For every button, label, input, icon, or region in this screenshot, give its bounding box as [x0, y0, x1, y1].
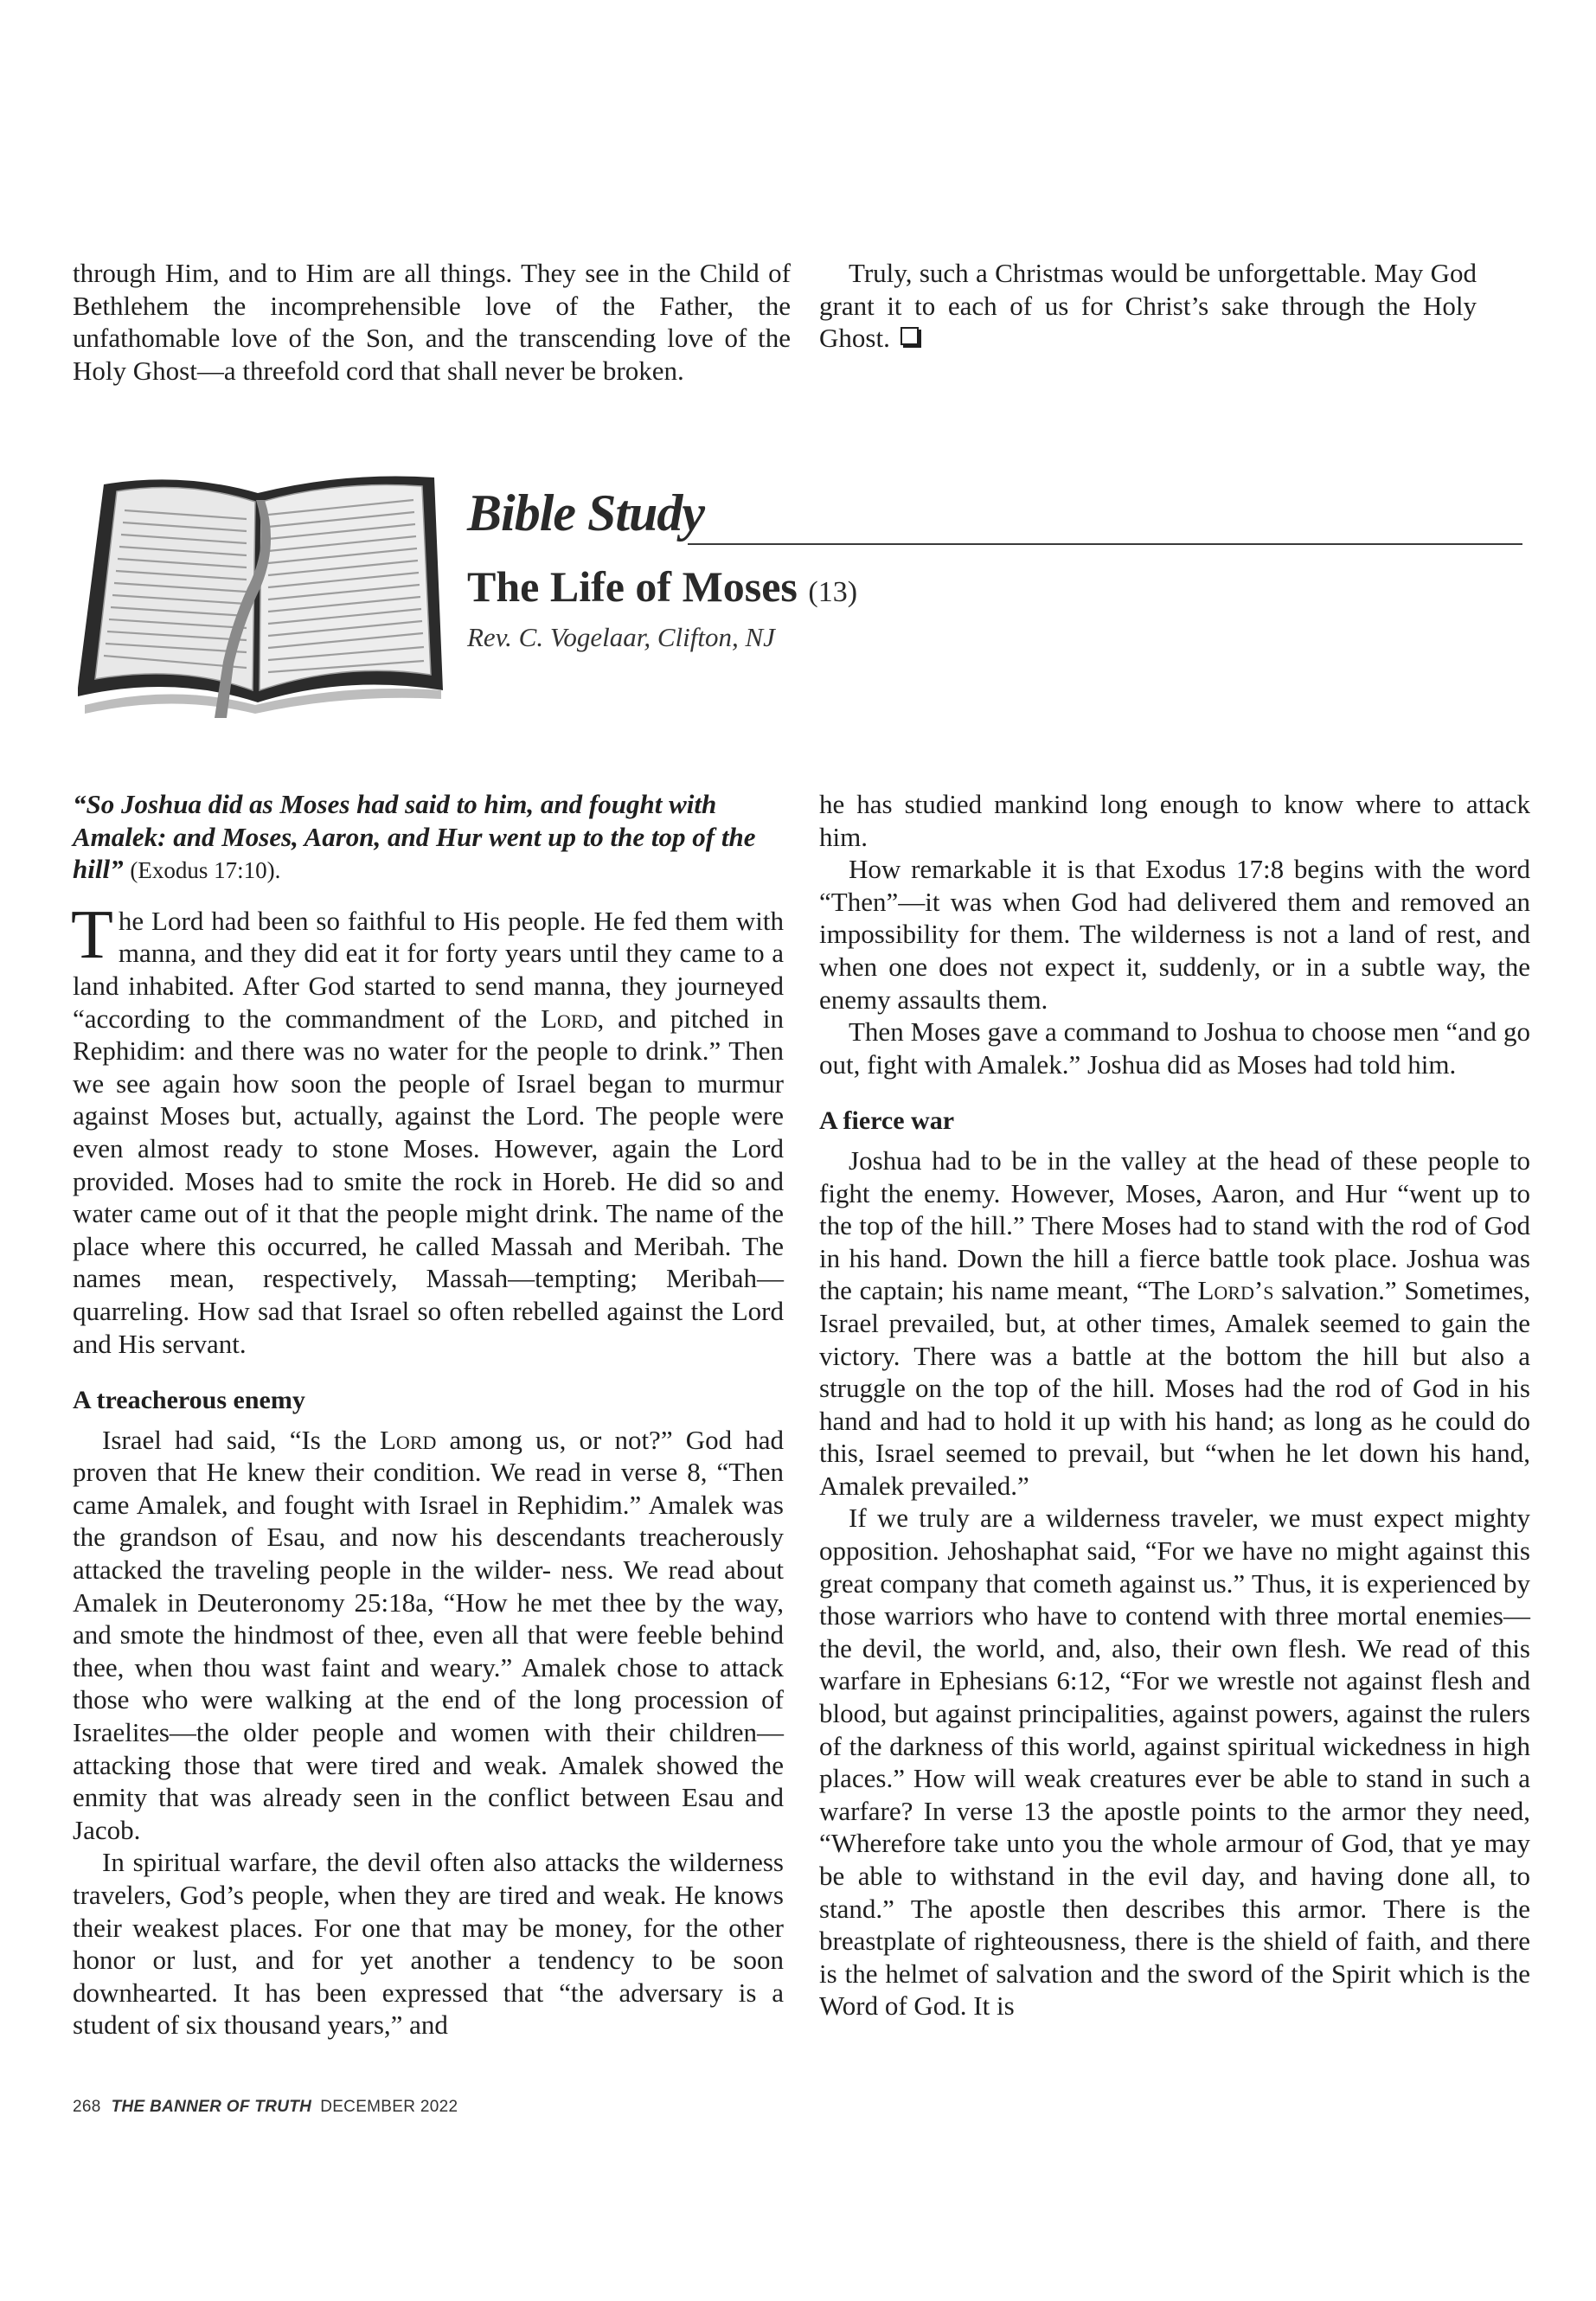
continued-text-left — [73, 257, 791, 387]
continued-text-right — [819, 257, 1477, 355]
paragraph-text: he Lord had been so faithful to His people. He fed them with manna, and they did eat it for forty years until they came to a land inhabited. After God started to send manna, they journeyed “according to the commandment of the — [73, 905, 784, 1034]
paragraph — [71, 896, 784, 1360]
paragraph-text: , and pitched in Rephidim: and there was no water for the people to drink.” Then we see again how soon the people of Israel began to murmur against Moses but, actually, against the Lord. The people were even almost ready to stone Moses. However, again the Lord provided. Moses had to smite the rock in Horeb. He did so and water came out of it that the people might drink. The name of the place where this occurred, he called Massah and Meribah. The names mean, respectively, Massah—tempting; Meribah—quarreling. How sad that Israel so often rebelled against the Lord and His servant. — [73, 1003, 784, 1359]
paragraph — [819, 1144, 1530, 1503]
small-caps-lord: Lord — [380, 1424, 437, 1455]
epigraph — [73, 788, 784, 888]
small-caps-lord: Lord — [541, 1003, 598, 1034]
open-bible-image — [69, 467, 450, 727]
title-rule — [688, 543, 1522, 545]
subheading-fierce-war: A fierce war — [819, 1106, 955, 1136]
paragraph: through Him, and to Him are all things. They see in the Child of Bethlehem the incomprehensible love of the Father, the unfathomable love of the Son, and the transcending love of the Holy Ghost—a threefold cord that shall never be broken. — [73, 258, 791, 386]
paragraph-text: salvation.” Sometimes, Israel prevailed, but, at other times, Amalek seemed to gain the victory. There was a battle at the bottom the hill but also a struggle on the top of the hill. Moses had the rod of God in his hand and had to hold it up with his hand; as long as he could do this, Israel seemed to prevail, but “when he let down his hand, Amalek prevailed.” — [819, 1275, 1530, 1501]
paragraph — [73, 1424, 784, 1847]
paragraph — [819, 257, 1477, 355]
closing-paragraph-text: Truly, such a Christmas would be unforgettable. May God grant it to each of us for Christ’s sake through the Holy Ghost. — [819, 258, 1477, 354]
paragraph-text: Israel had said, “Is the — [102, 1424, 380, 1455]
article-column-left — [73, 788, 784, 2041]
subheading-treacherous-enemy: A treacherous enemy — [73, 1386, 305, 1415]
paragraph: How remarkable it is that Exodus 17:8 begins with the word “Then”—it was when God had delivered them and removed an impossibility for them. The wilderness is not a land of rest, and when one does not expect it, suddenly, or in a subtle way, the enemy assaults them. — [819, 854, 1530, 1015]
page-number: 268 — [73, 2098, 101, 2116]
paragraph: In spiritual warfare, the devil often also attacks the wilderness travelers, God’s people, when they are tired and weak. He knows their weakest places. For one that may be money, for the other honor or lust, and for yet another a tendency to be soon downhearted. It has been expressed that “the adversary is a student of six thousand years,” and — [73, 1847, 784, 2041]
author-byline: Rev. C. Vogelaar, Clifton, NJ — [467, 622, 775, 652]
article-header — [467, 483, 1527, 653]
issue-number: (13) — [808, 576, 858, 608]
article-title — [467, 561, 1527, 619]
publication-name: THE BANNER OF TRUTH — [111, 2098, 312, 2116]
small-caps-lord: Lord’s — [1197, 1275, 1274, 1306]
paragraph-text: among us, or not?” God had proven that He knew their condition. We read in verse 8, “Then came Amalek, and fought with Israel in Rephidim.” Amalek was the grandson of Esau, and now his descendants treacherously attacked the traveling people in the wilder- ness. We read about Amalek in Deuteronomy 25:18a, “How he met thee by the way, and smote the hindmost of thee, even all that were feeble behind thee, when thou wast faint and weary.” Amalek chose to attack those who were walking at the end of the long procession of Israelites—the older people and women with their children—attacking those that were tired and weak. Amalek showed the enmity that was already seen in the conflict between Esau and Jacob. — [73, 1424, 784, 1845]
paragraph: he has studied mankind long enough to know where to attack him. — [819, 789, 1530, 852]
paragraph: Then Moses gave a command to Joshua to choose men “and go out, fight with Amalek.” Joshua did as Moses had told him. — [819, 1016, 1530, 1080]
article-column-right — [819, 788, 1530, 2022]
paragraph: If we truly are a wilderness traveler, we must expect mighty opposition. Jehoshaphat said, “For we have no might against this great company that cometh against us.” Thus, it is experienced by those warriors who have to contend with three mortal enemies—the devil, the world, and, also, their own flesh. We read of this warfare in Ephesians 6:12, “For we wrestle not against flesh and blood, but against principalities, against powers, against the rulers of the darkness of this world, against spiritual wickedness in high places.” How will weak creatures ever be able to stand in such a warfare? In verse 13 the apostle points to the armor they need, “Wherefore take unto you the whole armour of God, that ye may be able to withstand in the evil day, and having done all, to stand.” The apostle then describes this armor. There is the breastplate of righteousness, there is the shield of faith, and there is the helmet of salvation and the sword of the Spirit which is the Word of God. It is — [819, 1503, 1530, 2022]
paragraph-text: Joshua had to be in the valley at the head of these people to fight the enemy. However, Moses, Aaron, and Hur “went up to the top of the hill.” There Moses had to stand with the rod of God in his hand. Down the hill a fierce battle took place. Joshua was the captain; his name meant, “The — [819, 1144, 1530, 1306]
end-mark-icon — [901, 327, 919, 345]
page-footer — [73, 2098, 458, 2117]
issue-date: DECEMBER 2022 — [320, 2098, 458, 2116]
section-title: Bible Study — [467, 484, 705, 542]
epigraph-reference: (Exodus 17:10). — [130, 857, 281, 884]
epigraph-quote: “So Joshua did as Moses had said to him, and fought with Amalek: and Moses, Aaron, and Hur went up to the top of the hill” — [73, 789, 756, 885]
drop-cap: T — [71, 896, 113, 973]
article-title-text: The Life of Moses — [467, 562, 798, 611]
